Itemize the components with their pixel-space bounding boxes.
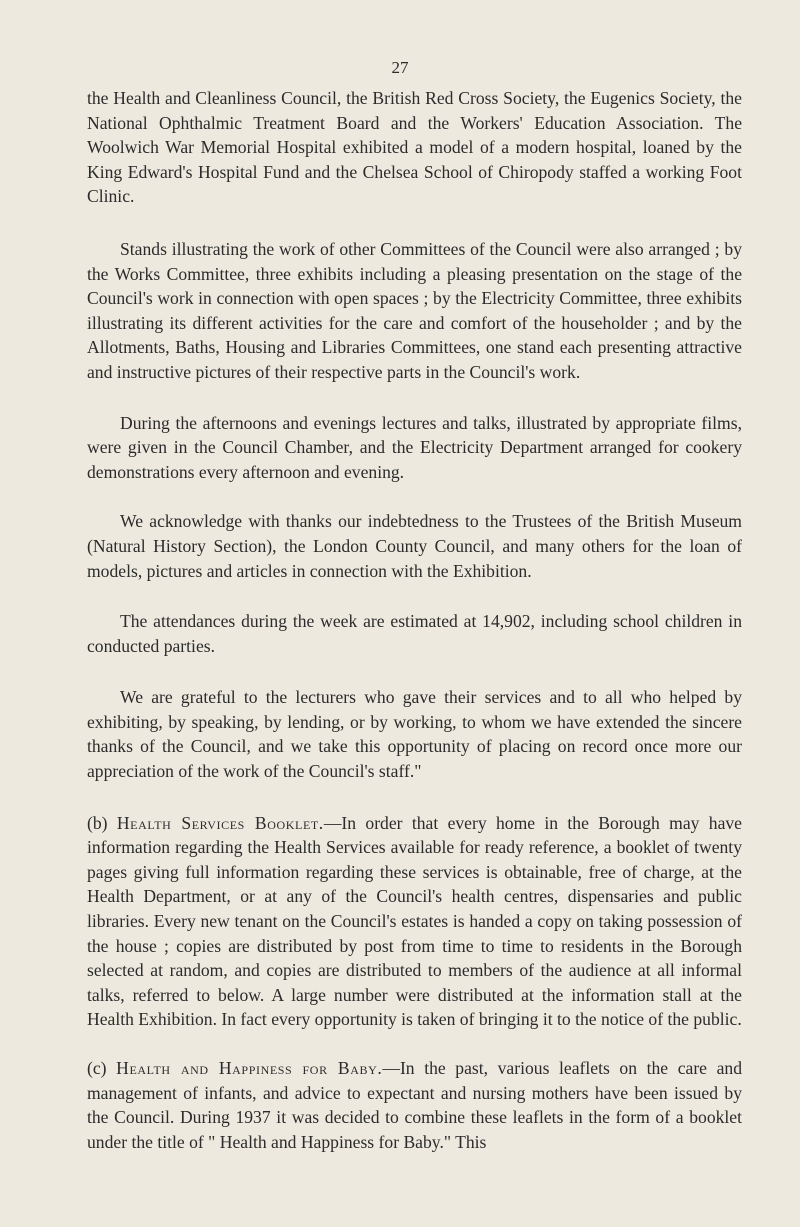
section-text: —In the past, various leaflets on the care and management of infants, and advice to expectant and nursing mothers have been issued by the Council. During 1937 it was decided to combine these leaflets in the form of a booklet under the title of " Health and Happiness for Baby." This xyxy=(87,1058,742,1152)
paragraph-attendances: The attendances during the week are estimated at 14,902, including school children in conducted parties. xyxy=(87,611,742,656)
section-label: (c) xyxy=(87,1058,107,1078)
document-body xyxy=(87,86,742,1154)
page-number: 27 xyxy=(391,58,409,77)
section-health-services-booklet xyxy=(87,811,742,1032)
paragraph-exhibitors: the Health and Cleanliness Council, the British Red Cross Society, the Eugenics Society, the National Ophthalmic Treatment Board and the Workers' Education Association. The Woolwich War Memorial Hospital exhibited a model of a modern hospital, loaned by the King Edward's Hospital Fund and the Chelsea School of Chiropody staffed a working Foot Clinic. xyxy=(87,88,742,207)
paragraph-gratitude: We are grateful to the lecturers who gave their services and to all who helped by exhibiting, by speaking, by lending, or by working, to whom we have extended the sincere thanks of the Council, and we take this opportunity of placing on record once more our appreciation of the work of the Council's staff." xyxy=(87,687,742,782)
paragraph-acknowledgements: We acknowledge with thanks our indebtedness to the Trustees of the British Museum (Natural History Section), the London County Council, and many others for the loan of models, pictures and articles in connection with the Exhibition. xyxy=(87,511,742,581)
section-health-happiness-baby xyxy=(87,1056,742,1154)
section-heading: Health Services Booklet. xyxy=(116,812,324,833)
paragraph-lectures: During the afternoons and evenings lectures and talks, illustrated by appropriate films, were given in the Council Chamber, and the Electricity Department arranged for cookery demonstrations every afternoon and evening. xyxy=(87,412,742,482)
paragraph-committee-stands: Stands illustrating the work of other Committees of the Council were also arranged ; by the Works Committee, three exhibits including a pleasing presentation on the stage of the Council's work in connection with open spaces ; by the Electricity Committee, three exhibits illustrating its different activities for the care and comfort of the householder ; and by the Allotments, Baths, Housing and Libraries Committees, one stand each presenting attractive and instructive pictures of their respective parts in the Council's work. xyxy=(87,238,742,382)
section-text: —In order that every home in the Borough may have information regarding the Health Services available for ready reference, a booklet of twenty pages giving full information regarding these services is obtainable, free of charge, at the Health Department, or at any of the Council's health centres, dispensaries and public libraries. Every new tenant on the Council's estates is handed a copy on taking possession of the house ; copies are distributed by post from time to time to residents in the Borough selected at random, and copies are distributed to members of the audience at all informal talks, referred to below. A large number were distributed at the information stall at the Health Exhibition. In fact every opportunity is taken of bringing it to the notice of the public. xyxy=(87,812,742,1030)
section-heading: Health and Happiness for Baby. xyxy=(116,1058,383,1078)
section-label: (b) xyxy=(87,812,108,833)
